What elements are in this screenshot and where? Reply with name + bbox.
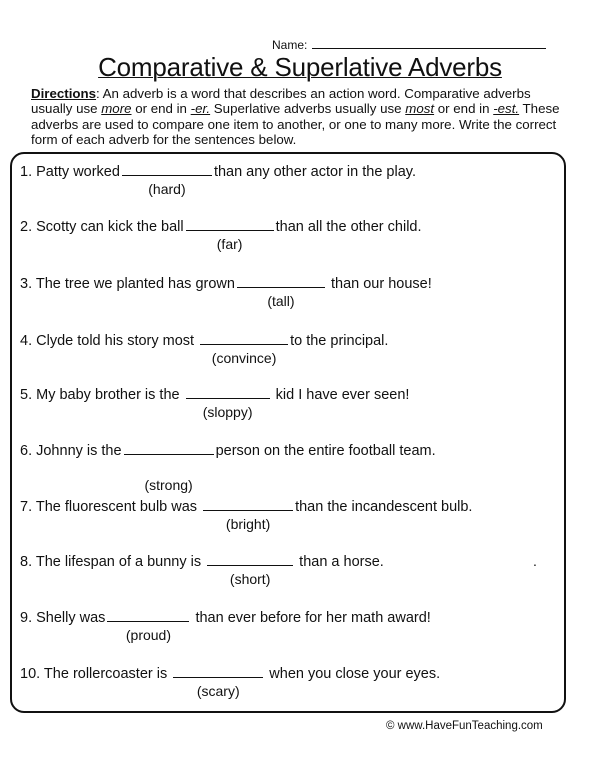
adverb-hint: (convince) <box>211 350 277 366</box>
question-text: 3. The tree we planted has grown <box>20 276 235 292</box>
answer-blank[interactable] <box>186 216 274 252</box>
page-title: Comparative & Superlative Adverbs <box>98 52 502 82</box>
questions-box <box>10 152 566 713</box>
name-blank[interactable] <box>312 36 546 49</box>
answer-blank[interactable] <box>186 384 270 420</box>
adverb-hint: (bright) <box>225 516 271 532</box>
answer-blank[interactable] <box>124 440 214 493</box>
directions-text: or end in <box>434 101 494 117</box>
name-field <box>272 36 546 52</box>
question-item <box>20 273 432 309</box>
answer-blank[interactable] <box>107 607 189 643</box>
directions-text: Superlative adverbs usually use <box>210 101 406 117</box>
question-item <box>20 551 384 587</box>
answer-blank[interactable] <box>200 330 288 366</box>
name-label: Name: <box>272 38 308 52</box>
answer-blank[interactable] <box>237 273 325 309</box>
answer-blank[interactable] <box>207 551 293 587</box>
question-text: 9. Shelly was <box>20 610 106 626</box>
question-text: than any other actor in the play. <box>213 164 416 180</box>
question-text: 7. The fluorescent bulb was <box>20 499 202 515</box>
adverb-hint: (far) <box>216 236 243 252</box>
question-item <box>20 663 441 699</box>
question-text: 8. The lifespan of a bunny is <box>20 554 206 570</box>
question-text: 1. Patty worked <box>20 164 120 180</box>
question-text: 2. Scotty can kick the ball <box>20 219 184 235</box>
directions-est: -est. <box>493 101 520 117</box>
question-item <box>20 161 416 197</box>
directions-text: : An adverb is a word that describes an action word. Comparative adverbs usually use <box>31 86 531 117</box>
stray-mark: . <box>533 553 537 569</box>
question-text: 10. The rollercoaster is <box>20 666 172 682</box>
answer-blank[interactable] <box>122 161 212 197</box>
question-text: than the incandescent bulb. <box>295 499 473 515</box>
directions-text: or end in <box>131 101 191 117</box>
adverb-hint: (proud) <box>125 627 172 643</box>
question-text: than ever before for her math award! <box>191 610 431 626</box>
adverb-hint: (hard) <box>148 181 186 197</box>
question-item <box>20 440 436 493</box>
directions <box>31 86 571 147</box>
directions-more: more <box>101 101 132 117</box>
adverb-hint: (tall) <box>267 293 295 309</box>
answer-blank[interactable] <box>203 496 293 532</box>
directions-label: Directions <box>31 86 97 101</box>
directions-most: most <box>405 101 435 117</box>
adverb-hint: (short) <box>229 571 271 587</box>
question-text: kid I have ever seen! <box>271 387 410 403</box>
question-text: than our house! <box>326 276 432 292</box>
copyright-footer: © www.HaveFunTeaching.com <box>386 720 543 732</box>
question-text: than a horse. <box>295 554 384 570</box>
question-item <box>20 607 431 643</box>
question-item <box>20 496 473 532</box>
question-text: 5. My baby brother is the <box>20 387 184 403</box>
adverb-hint: (strong) <box>144 477 193 493</box>
question-text: 4. Clyde told his story most <box>20 333 199 349</box>
question-item <box>20 384 410 420</box>
directions-er: -er. <box>190 101 211 117</box>
answer-blank[interactable] <box>173 663 263 699</box>
question-text: person on the entire football team. <box>215 443 436 459</box>
adverb-hint: (sloppy) <box>202 404 253 420</box>
question-text: than all the other child. <box>275 219 422 235</box>
question-item <box>20 216 422 252</box>
question-text: to the principal. <box>290 333 389 349</box>
question-item <box>20 330 389 366</box>
adverb-hint: (scary) <box>196 683 240 699</box>
question-text: when you close your eyes. <box>265 666 441 682</box>
question-text: 6. Johnny is the <box>20 443 122 459</box>
directions-text: These adverbs are used to compare one item to another, or one to many more. Write the correct form of each adverb for the sentences below. <box>31 101 560 147</box>
